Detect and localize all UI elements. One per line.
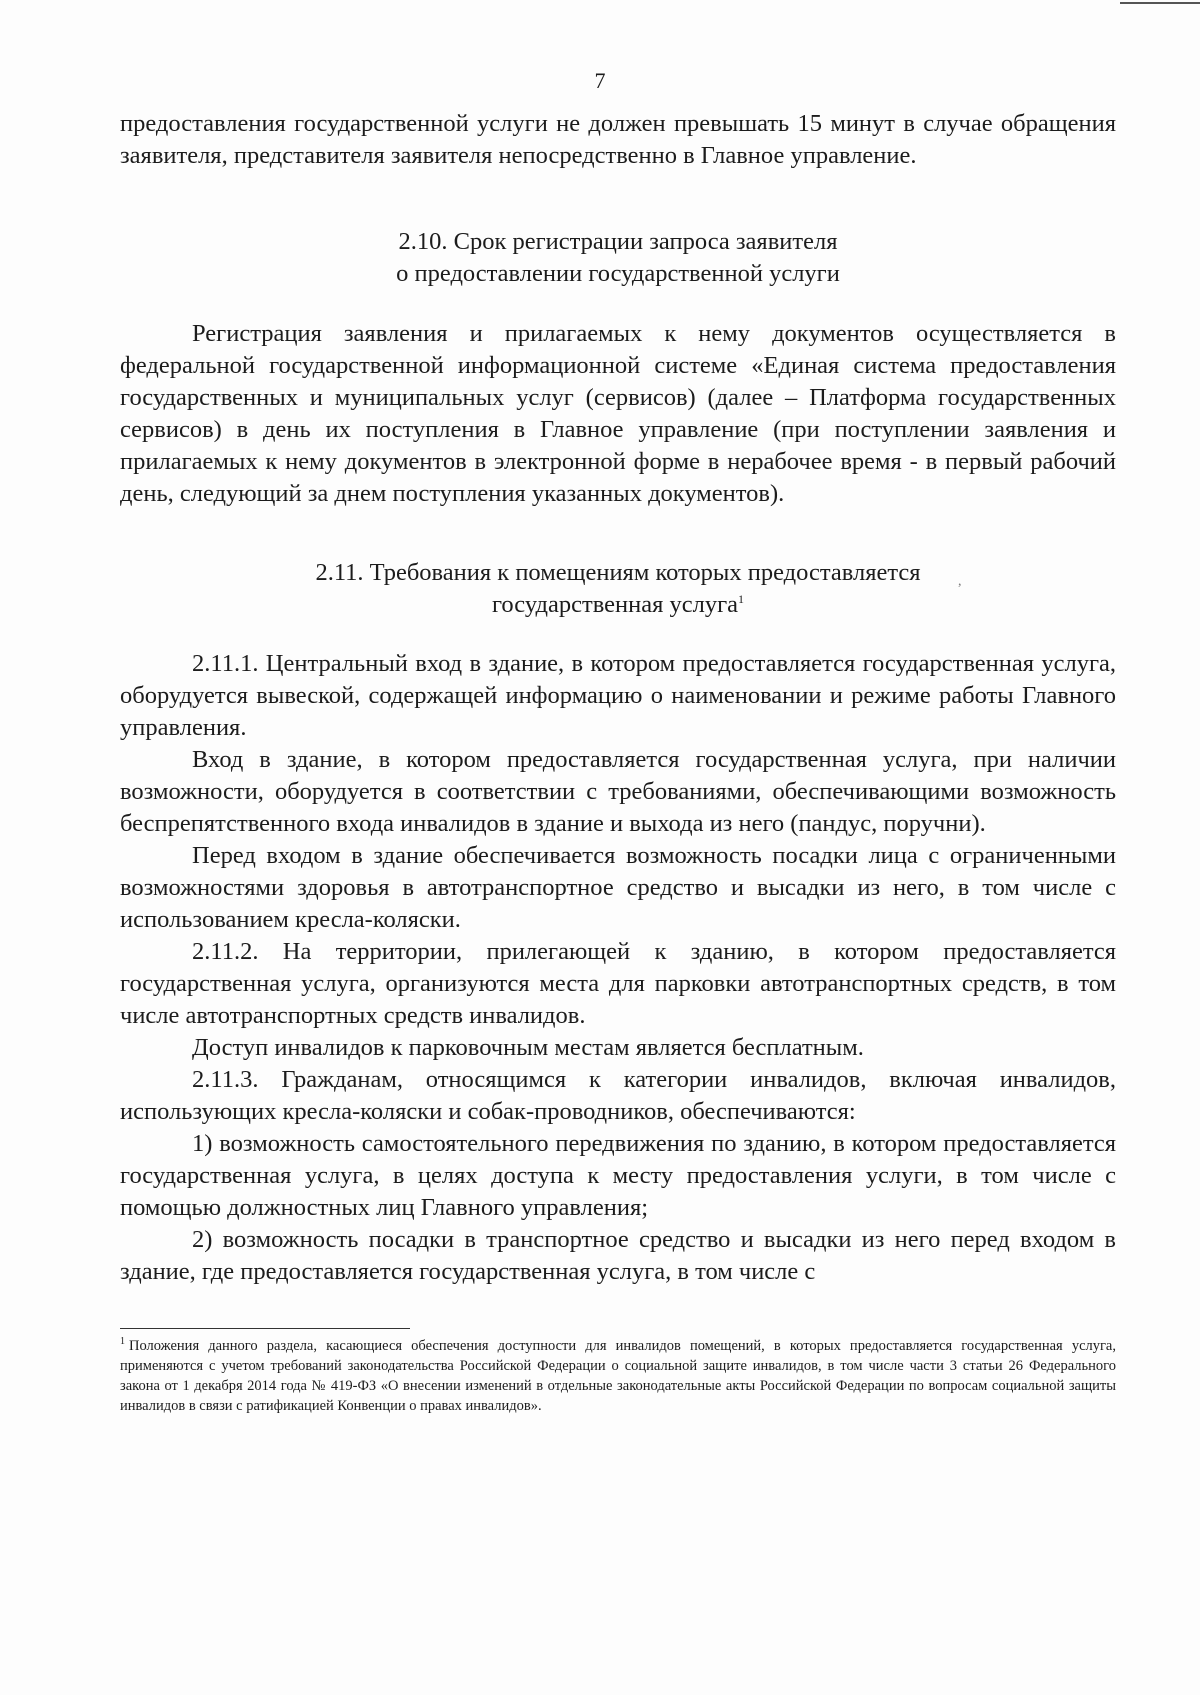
paragraph-2-11-1: 2.11.1. Центральный вход в здание, в котором предоставляется государственная услуга, оборудуется вывеской, содержащей информацию о наименовании и режиме работы Главного управления. <box>120 650 1116 741</box>
registration-block <box>120 318 1116 510</box>
list-item-2: 2) возможность посадки в транспортное средство и высадки из него перед входом в здание, где предоставляется государственная услуга, в том числе с <box>120 1226 1116 1285</box>
footnote-divider <box>120 1328 410 1329</box>
heading-2-11-line2-text: государственная услуга <box>491 591 739 618</box>
paragraph-parking-free: Доступ инвалидов к парковочным местам является бесплатным. <box>192 1034 864 1061</box>
footnote-mark: 1 <box>120 1336 125 1348</box>
heading-2-11-block <box>120 557 1116 621</box>
heading-2-10-block <box>120 226 1116 290</box>
footnote-reference: 1 <box>738 591 745 606</box>
page-number: 7 <box>594 68 606 93</box>
paragraph-2-11-2: 2.11.2. На территории, прилегающей к зданию, в котором предоставляется государственная услуга, организуются места для парковки автотранспортных средств, в том числе автотранспортных средств инвалидов. <box>120 938 1116 1029</box>
paragraph-entrance: Вход в здание, в котором предоставляется государственная услуга, при наличии возможности, оборудуется в соответствии с требованиями, обеспечивающими возможность беспрепятственного входа инвалидов в здание и выхода из него (пандус, поручни). <box>120 746 1116 837</box>
intro-block <box>120 108 1116 172</box>
section-2-11-body <box>120 648 1116 1288</box>
list-item-1: 1) возможность самостоятельного передвижения по зданию, в котором предоставляется государственная услуга, в целях доступа к месту предоставления услуги, в том числе с помощью должностных лиц Главного управления; <box>120 1130 1116 1221</box>
paragraph-boarding: Перед входом в здание обеспечивается возможность посадки лица с ограниченными возможностями здоровья в автотранспортное средство и высадки из него, в том числе с использованием кресла-коляски. <box>120 842 1116 933</box>
footnote <box>120 1336 1116 1416</box>
paragraph-registration: Регистрация заявления и прилагаемых к нему документов осуществляется в федеральной государственной информационной системе «Единая система предоставления государственных и муниципальных услуг (сервисов) (далее – Платформа государственных сервисов) в день их поступления в Главное управление (при поступлении заявления и прилагаемых к нему документов в электронной форме в нерабочее время - в первый рабочий день, следующий за днем поступления указанных документов). <box>120 320 1116 507</box>
heading-2-10-line1: 2.10. Срок регистрации запроса заявителя <box>398 228 838 255</box>
heading-2-10-line2: о предоставлении государственной услуги <box>396 260 840 287</box>
heading-2-11-line1: 2.11. Требования к помещениям которых предоставляется <box>315 559 921 586</box>
paragraph-2-11-3: 2.11.3. Гражданам, относящимся к категории инвалидов, включая инвалидов, использующих кресла-коляски и собак-проводников, обеспечиваются: <box>120 1066 1116 1125</box>
heading-2-11-line2 <box>120 589 1116 621</box>
scan-edge-mark <box>1120 2 1200 4</box>
stray-scan-mark: , <box>958 574 962 589</box>
paragraph-intro: предоставления государственной услуги не должен превышать 15 минут в случае обращения заявителя, представителя заявителя непосредственно в Главное управление. <box>120 110 1116 169</box>
footnote-text: Положения данного раздела, касающиеся обеспечения доступности для инвалидов помещений, в которых предоставляется государственная услуга, применяются с учетом требований законодательства Российской Федерации о социальной защите инвалидов, в том числе части 3 статьи 26 Федерального закона от 1 декабря 2014 года № 419-ФЗ «О внесении изменений в отдельные законодательные акты Российской Федерации по вопросам социальной защиты инвалидов в связи с ратификацией Конвенции о правах инвалидов». <box>120 1338 1116 1414</box>
